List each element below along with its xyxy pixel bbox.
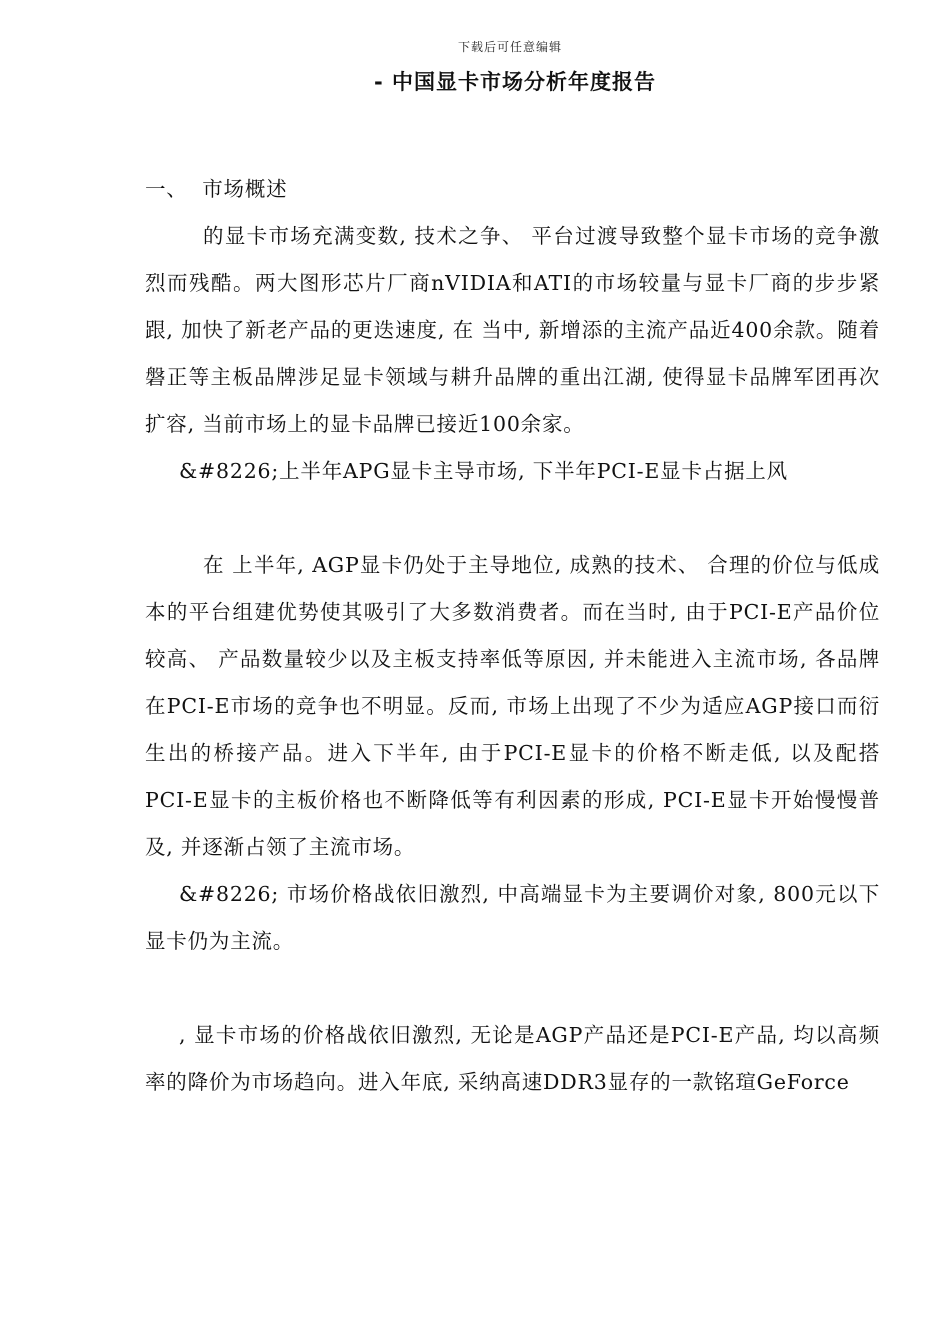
spacer xyxy=(145,495,880,542)
paragraph-agp-dominance: 在 上半年, AGP显卡仍处于主导地位, 成熟的技术、 合理的价位与低成本的平台组建优势使其吸引了大多数消费者。而在当时, 由于PCI-E产品价位较高、 产品数量较少以及主板支持率低等原因, 并未能进入主流市场, 各品牌在PCI-E市场的竞争也不明显。反而, 市场上出现了不少为适应AGP接口而衍生出的桥接产品。进入下半年, 由于PCI-E显卡的价格不断走低, 以及配搭PCI-E显卡的主板价格也不断降低等有利因素的形成, PCI-E显卡开始慢慢普及, 并逐渐占领了主流市场。 xyxy=(145,553,880,859)
document-body xyxy=(145,166,880,1106)
paragraph-price-trend: , 显卡市场的价格战依旧激烈, 无论是AGP产品还是PCI-E产品, 均以高频率的降价为市场趋向。进入年底, 采纳高速DDR3显存的一款铭瑄GeForce xyxy=(145,1023,880,1094)
page-title: - 中国显卡市场分析年度报告 xyxy=(373,70,657,94)
paragraph-market-overview: 的显卡市场充满变数, 技术之争、 平台过渡导致整个显卡市场的竞争激烈而残酷。两大图形芯片厂商nVIDIA和ATI的市场较量与显卡厂商的步步紧跟, 加快了新老产品的更迭速度, 在 当中, 新增添的主流产品近400余款。随着磐正等主板品牌涉足显卡领域与耕升品牌的重出江湖, 使得显卡品牌军团再次扩容, 当前市场上的显卡品牌已接近100余家。 xyxy=(145,224,880,436)
header-note: 下载后可任意编辑 xyxy=(457,40,562,54)
spacer xyxy=(145,965,880,1012)
bullet-price-war: &#8226; 市场价格战依旧激烈, 中高端显卡为主要调价对象, 800元以下显卡仍为主流。 xyxy=(145,882,880,953)
section-heading: 一、 市场概述 xyxy=(145,177,288,201)
bullet-agp-pcie: &#8226;上半年APG显卡主导市场, 下半年PCI-E显卡占据上风 xyxy=(179,459,788,483)
